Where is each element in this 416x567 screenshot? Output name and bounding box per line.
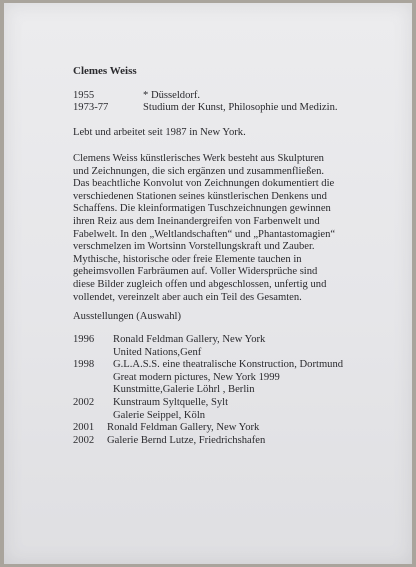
bio-year: 1973-77 bbox=[73, 102, 109, 113]
bio-text: Studium der Kunst, Philosophie und Medizin. bbox=[143, 102, 338, 113]
exhibition-row bbox=[73, 397, 343, 410]
paragraph-line: geheimsvollen Farbräumen auf. Voller Widersprüche sind bbox=[73, 266, 318, 278]
exhibition-text: Galerie Bernd Lutze, Friedrichshafen bbox=[107, 434, 266, 446]
exhibition-text: Ronald Feldman Gallery, New York bbox=[113, 334, 266, 345]
exhibition-text: Ronald Feldman Gallery, New York bbox=[107, 422, 260, 434]
paragraph-line: verschiedenen Stationen seines künstlerischen Denkens und bbox=[73, 190, 327, 202]
exhibitions-list bbox=[73, 334, 343, 447]
exhibition-text: Great modern pictures, New York 1999 bbox=[113, 371, 280, 383]
exhibition-row bbox=[73, 359, 343, 372]
paragraph-line: verschmelzen im Wortsinn Vorstellungskraft und Zauber. bbox=[73, 241, 315, 253]
exhibition-year: 2001 bbox=[73, 422, 95, 434]
paragraph-line: ihren Reiz aus dem Ineinandergreifen von Farbenwelt und bbox=[73, 215, 320, 227]
exhibition-row bbox=[73, 435, 343, 448]
exhibition-year: 1998 bbox=[73, 359, 95, 371]
exhibition-text: G.L.A.S.S. eine theatralische Konstruction, Dortmund bbox=[113, 359, 344, 371]
exhibition-row bbox=[73, 347, 343, 360]
exhibitions-heading: Ausstellungen (Auswahl) bbox=[73, 311, 181, 322]
description-paragraph bbox=[73, 153, 383, 304]
bio-year: 1955 bbox=[73, 90, 95, 101]
paragraph-line: und Zeichnungen, die sich ergänzen und zusammenfließen. bbox=[73, 165, 325, 177]
exhibition-row bbox=[73, 410, 343, 423]
bio-row-study bbox=[73, 102, 338, 115]
exhibition-row bbox=[73, 384, 343, 397]
exhibition-text: Galerie Seippel, Köln bbox=[113, 409, 206, 421]
exhibition-row bbox=[73, 422, 343, 435]
paragraph-line: Fabelwelt. In den „Weltlandschaften“ und „Phantastomagien“ bbox=[73, 228, 336, 240]
exhibition-text: Kunstmitte,Galerie Löhrl , Berlin bbox=[113, 384, 255, 396]
exhibition-year: 2002 bbox=[73, 396, 95, 408]
exhibition-year: 2002 bbox=[73, 434, 95, 446]
paragraph-line: vollendet, vereinzelt aber auch ein Teil des Gesamten. bbox=[73, 291, 302, 303]
bio-row-birth bbox=[73, 90, 200, 103]
bio-text: * Düsseldorf. bbox=[143, 90, 201, 101]
paragraph-line: Mythische, historische oder freie Elemente tauchen in bbox=[73, 253, 302, 265]
paragraph-line: Das beachtliche Konvolut von Zeichnungen dokumentiert die bbox=[73, 178, 335, 190]
paper-sheet bbox=[4, 3, 412, 564]
paragraph-line: diese Bilder zugleich offen und abgeschlossen, unfertig und bbox=[73, 278, 327, 290]
exhibition-text: United Nations,Genf bbox=[113, 346, 202, 358]
exhibition-text: Kunstraum Syltquelle, Sylt bbox=[113, 396, 229, 408]
residence-line: Lebt und arbeitet seit 1987 in New York. bbox=[73, 127, 246, 138]
exhibition-row bbox=[73, 334, 343, 347]
exhibition-year: 1996 bbox=[73, 334, 95, 345]
paragraph-line: Clemens Weiss künstlerisches Werk besteht aus Skulpturen bbox=[73, 153, 324, 164]
paragraph-line: Schaffens. Die kleinformatigen Tuschzeichnungen gewinnen bbox=[73, 203, 331, 215]
exhibition-row bbox=[73, 372, 343, 385]
artist-name: Clemes Weiss bbox=[73, 65, 137, 77]
